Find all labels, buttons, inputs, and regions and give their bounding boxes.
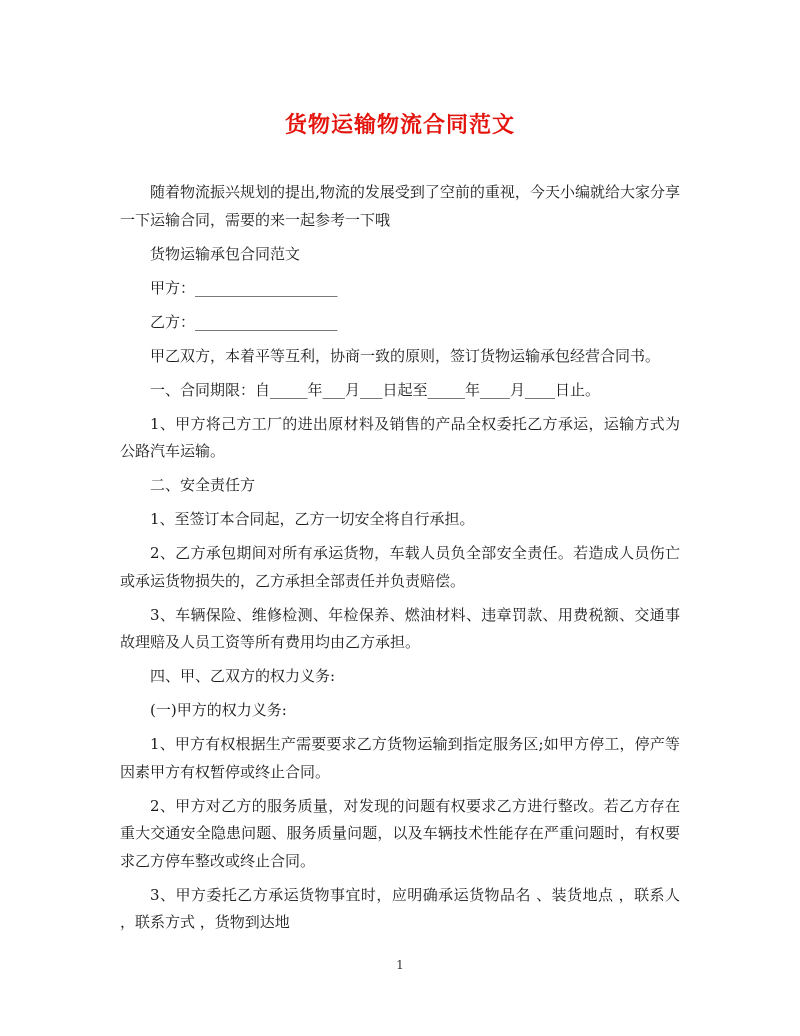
section-rights-heading: 四、甲、乙双方的权力义务:	[150, 667, 336, 685]
intro-paragraph: 随着物流振兴规划的提出,物流的发展受到了空前的重视，今天小编就给大家分享一下运输合同，需要的来一起参考一下哦	[120, 183, 680, 229]
preamble-paragraph: 甲乙双方，本着平等互利，协商一致的原则，签订货物运输承包经营合同书。	[150, 346, 661, 365]
section-safety-heading: 二、安全责任方	[150, 476, 256, 494]
contract-subtitle: 货物运输承包合同范文	[150, 244, 301, 263]
clause-4-2: 2、甲方对乙方的服务质量，对发现的问题有权要求乙方进行整改。若乙方存在重大交通安全隐患问题、服务质量问题，以及车辆技术性能存在严重问题时，有权要求乙方停车整改或终止合同。	[120, 796, 680, 870]
clause-2-1: 1、至签订本合同起，乙方一切安全将自行承担。	[150, 510, 475, 528]
clause-2-2: 2、乙方承包期间对所有承运货物，车载人员负全部安全责任。若造成人员伤亡或承运货物损失的，乙方承担全部责任并负责赔偿。	[120, 544, 680, 590]
subsection-party-a-heading: (一)甲方的权力义务:	[150, 701, 287, 719]
party-a-line: 甲方：___________________	[150, 278, 338, 297]
section-contract-term: 一、合同期限：自_____年___月___日起至_____年____月____日止。	[150, 380, 601, 399]
document-title: 货物运输物流合同范文	[284, 112, 515, 138]
document-body	[120, 179, 680, 943]
party-b-line: 乙方：___________________	[150, 312, 338, 331]
clause-4-1: 1、甲方有权根据生产需要要求乙方货物运输到指定服务区;如甲方停工，停产等因素甲方有权暂停或终止合同。	[120, 735, 680, 781]
page-number: 1	[396, 958, 404, 972]
clause-4-3: 3、甲方委托乙方承运货物事宜时，应明确承运货物品名 、装货地点 ，联系人 ，联系方式 ，货物到达地	[120, 885, 680, 931]
clause-1-1: 1、甲方将己方工厂的进出原材料及销售的产品全权委托乙方承运，运输方式为公路汽车运输。	[120, 414, 680, 460]
clause-2-3: 3、车辆保险、维修检测、年检保养、燃油材料、违章罚款、用费税额、交通事故理赔及人员工资等所有费用均由乙方承担。	[120, 605, 680, 651]
